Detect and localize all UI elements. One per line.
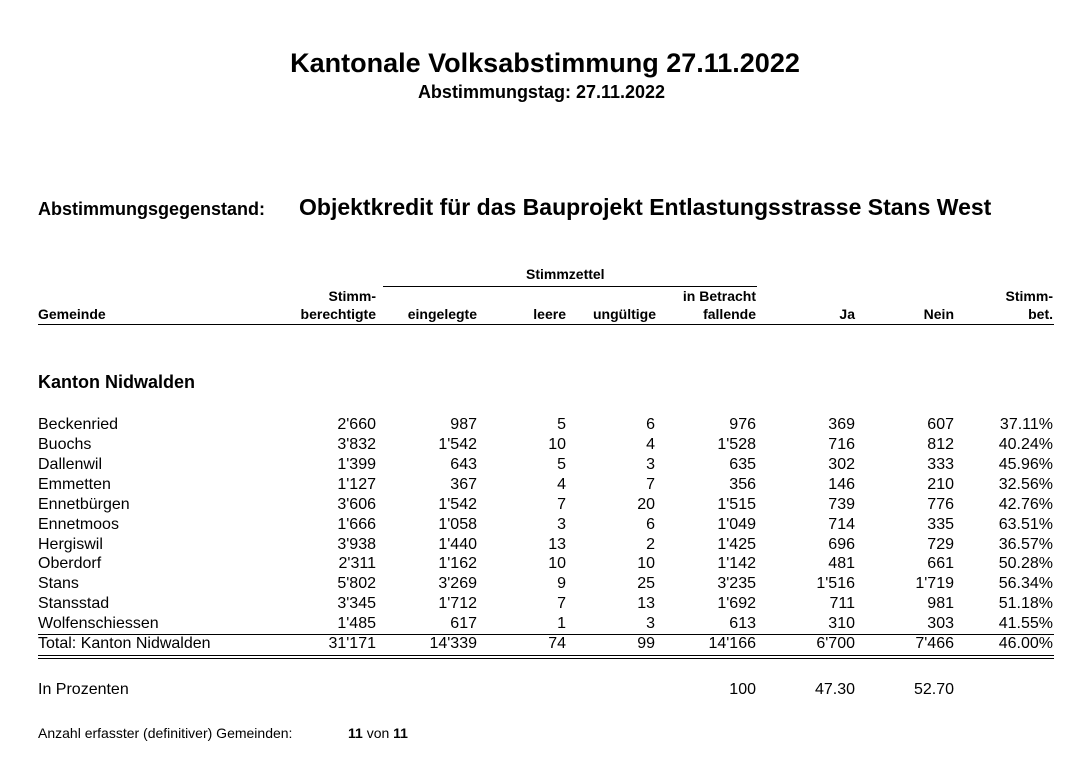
cell-ungueltige: 10 bbox=[637, 555, 655, 572]
total-row bbox=[0, 635, 1090, 655]
cell-nein: 812 bbox=[927, 436, 954, 453]
header-betracht-1: in Betracht bbox=[682, 288, 756, 304]
cell-ja: 1'516 bbox=[816, 575, 855, 592]
percent-label: In Prozenten bbox=[38, 681, 129, 698]
cell-nein: 776 bbox=[927, 496, 954, 513]
cell-ungueltige: 3 bbox=[646, 456, 655, 473]
gemeinde-name: Stansstad bbox=[38, 595, 110, 612]
cell-berechtigte: 3'606 bbox=[337, 496, 376, 513]
cell-ja: 711 bbox=[829, 595, 855, 612]
percent-nein: 52.70 bbox=[913, 681, 954, 698]
cell-nein: 607 bbox=[927, 416, 954, 433]
cell-nein: 303 bbox=[927, 615, 954, 632]
footer-total: 11 bbox=[393, 725, 408, 741]
cell-ungueltige: 7 bbox=[646, 476, 655, 493]
table-row bbox=[0, 436, 1090, 456]
cell-eingelegte: 643 bbox=[450, 456, 477, 473]
gemeinde-name: Oberdorf bbox=[38, 555, 102, 572]
total-ja: 6'700 bbox=[816, 635, 855, 652]
cell-ja: 310 bbox=[828, 615, 855, 632]
cell-berechtigte: 1'485 bbox=[337, 615, 376, 632]
cell-leere: 1 bbox=[557, 615, 566, 632]
cell-leere: 7 bbox=[557, 595, 566, 612]
cell-eingelegte: 1'542 bbox=[438, 436, 477, 453]
cell-eingelegte: 1'058 bbox=[438, 516, 477, 533]
cell-beteiligung: 36.57% bbox=[998, 536, 1053, 553]
cell-berechtigte: 1'127 bbox=[337, 476, 376, 493]
total-leere: 74 bbox=[548, 635, 566, 652]
cell-leere: 5 bbox=[557, 416, 566, 433]
percent-betracht: 100 bbox=[729, 681, 756, 698]
cell-betracht: 635 bbox=[729, 456, 756, 473]
cell-nein: 729 bbox=[927, 536, 954, 553]
header-eingelegte: eingelegte bbox=[407, 306, 477, 322]
cell-ungueltige: 4 bbox=[646, 436, 655, 453]
cell-berechtigte: 3'345 bbox=[337, 595, 376, 612]
cell-leere: 3 bbox=[557, 516, 566, 533]
gemeinde-name: Wolfenschiessen bbox=[38, 615, 159, 632]
subject-value: Objektkredit für das Bauprojekt Entlastungsstrasse Stans West bbox=[299, 194, 992, 220]
footer-count: 11 bbox=[348, 725, 363, 741]
cell-betracht: 1'142 bbox=[717, 555, 756, 572]
cell-betracht: 1'049 bbox=[717, 516, 756, 533]
cell-ungueltige: 20 bbox=[637, 496, 655, 513]
cell-leere: 7 bbox=[557, 496, 566, 513]
cell-berechtigte: 1'666 bbox=[337, 516, 376, 533]
cell-eingelegte: 3'269 bbox=[438, 575, 477, 592]
header-group-line bbox=[383, 286, 757, 287]
cell-ja: 369 bbox=[828, 416, 855, 433]
cell-beteiligung: 32.56% bbox=[998, 476, 1053, 493]
cell-beteiligung: 63.51% bbox=[998, 516, 1053, 533]
gemeinde-name: Emmetten bbox=[38, 476, 111, 493]
total-eingelegte: 14'339 bbox=[429, 635, 477, 652]
cell-leere: 10 bbox=[548, 555, 566, 572]
header-stimmbet-1: Stimm- bbox=[1005, 288, 1053, 304]
table-row bbox=[0, 536, 1090, 556]
footer-counts bbox=[348, 725, 408, 741]
cell-nein: 210 bbox=[927, 476, 954, 493]
cell-ja: 302 bbox=[828, 456, 855, 473]
cell-betracht: 3'235 bbox=[717, 575, 756, 592]
section-title: Kanton Nidwalden bbox=[38, 372, 195, 392]
cell-betracht: 356 bbox=[729, 476, 756, 493]
table-row bbox=[0, 416, 1090, 436]
cell-eingelegte: 367 bbox=[450, 476, 477, 493]
header-leere: leere bbox=[533, 306, 566, 322]
cell-beteiligung: 56.34% bbox=[998, 575, 1053, 592]
cell-berechtigte: 3'832 bbox=[337, 436, 376, 453]
cell-leere: 10 bbox=[548, 436, 566, 453]
cell-leere: 9 bbox=[557, 575, 566, 592]
cell-berechtigte: 5'802 bbox=[337, 575, 376, 592]
subject-label: Abstimmungsgegenstand: bbox=[38, 199, 266, 219]
footer-von: von bbox=[366, 725, 390, 741]
header-stimmberechtigte-2: berechtigte bbox=[300, 306, 376, 322]
table-row bbox=[0, 516, 1090, 536]
gemeinde-name: Beckenried bbox=[38, 416, 119, 433]
cell-ungueltige: 25 bbox=[637, 575, 655, 592]
header-gemeinde: Gemeinde bbox=[38, 306, 106, 322]
gemeinde-name: Dallenwil bbox=[38, 456, 103, 473]
total-ungueltige: 99 bbox=[637, 635, 655, 652]
table-row bbox=[0, 555, 1090, 575]
cell-betracht: 1'425 bbox=[717, 536, 756, 553]
header-rule bbox=[38, 324, 1054, 325]
cell-berechtigte: 2'311 bbox=[338, 555, 376, 572]
total-betracht: 14'166 bbox=[708, 635, 756, 652]
cell-beteiligung: 40.24% bbox=[998, 436, 1053, 453]
total-beteiligung: 46.00% bbox=[998, 635, 1053, 652]
cell-ja: 739 bbox=[828, 496, 855, 513]
vote-day: Abstimmungstag: 27.11.2022 bbox=[417, 82, 666, 102]
cell-eingelegte: 1'440 bbox=[438, 536, 477, 553]
gemeinde-name: Stans bbox=[38, 575, 79, 592]
gemeinde-name: Buochs bbox=[38, 436, 92, 453]
header-betracht-2: fallende bbox=[703, 306, 756, 322]
total-berechtigte: 31'171 bbox=[328, 635, 376, 652]
cell-ungueltige: 6 bbox=[646, 416, 655, 433]
cell-ungueltige: 3 bbox=[646, 615, 655, 632]
cell-betracht: 1'515 bbox=[717, 496, 756, 513]
gemeinde-name: Ennetmoos bbox=[38, 516, 119, 533]
cell-nein: 335 bbox=[927, 516, 954, 533]
cell-ungueltige: 13 bbox=[637, 595, 655, 612]
cell-ungueltige: 2 bbox=[646, 536, 655, 553]
table-row bbox=[0, 615, 1090, 635]
cell-betracht: 613 bbox=[729, 615, 756, 632]
cell-nein: 333 bbox=[927, 456, 954, 473]
cell-beteiligung: 42.76% bbox=[998, 496, 1053, 513]
header-stimmberechtigte-1: Stimm- bbox=[328, 288, 376, 304]
cell-leere: 4 bbox=[557, 476, 566, 493]
cell-eingelegte: 1'542 bbox=[438, 496, 477, 513]
table-row bbox=[0, 575, 1090, 595]
cell-ja: 716 bbox=[828, 436, 855, 453]
cell-eingelegte: 1'712 bbox=[438, 595, 477, 612]
cell-beteiligung: 51.18% bbox=[998, 595, 1053, 612]
page-title: Kantonale Volksabstimmung 27.11.2022 bbox=[290, 48, 800, 78]
cell-eingelegte: 617 bbox=[450, 615, 477, 632]
cell-berechtigte: 3'938 bbox=[337, 536, 376, 553]
header-stimmbet-2: bet. bbox=[1028, 306, 1053, 322]
cell-eingelegte: 987 bbox=[450, 416, 477, 433]
cell-berechtigte: 1'399 bbox=[337, 456, 376, 473]
table-row bbox=[0, 476, 1090, 496]
header-stimmzettel: Stimmzettel bbox=[526, 266, 605, 282]
cell-nein: 661 bbox=[927, 555, 954, 572]
cell-betracht: 1'528 bbox=[717, 436, 756, 453]
table-row bbox=[0, 595, 1090, 615]
cell-betracht: 1'692 bbox=[717, 595, 756, 612]
cell-beteiligung: 50.28% bbox=[998, 555, 1053, 572]
cell-ungueltige: 6 bbox=[646, 516, 655, 533]
cell-beteiligung: 37.11% bbox=[999, 416, 1053, 433]
total-double-rule-2 bbox=[38, 658, 1054, 659]
cell-leere: 5 bbox=[557, 456, 566, 473]
cell-beteiligung: 41.55% bbox=[998, 615, 1053, 632]
cell-ja: 714 bbox=[828, 516, 855, 533]
cell-ja: 696 bbox=[828, 536, 855, 553]
header-ja: Ja bbox=[839, 306, 855, 322]
table-row bbox=[0, 496, 1090, 516]
header-ungueltige: ungültige bbox=[593, 306, 656, 322]
footer-label: Anzahl erfasster (definitiver) Gemeinden: bbox=[38, 725, 293, 741]
cell-beteiligung: 45.96% bbox=[998, 456, 1053, 473]
percent-row bbox=[0, 681, 1090, 701]
header-nein: Nein bbox=[923, 306, 954, 322]
percent-ja: 47.30 bbox=[814, 681, 855, 698]
gemeinde-name: Hergiswil bbox=[38, 536, 103, 553]
cell-ja: 481 bbox=[828, 555, 855, 572]
cell-nein: 1'719 bbox=[915, 575, 954, 592]
table-row bbox=[0, 456, 1090, 476]
total-double-rule-1 bbox=[38, 655, 1054, 656]
total-name: Total: Kanton Nidwalden bbox=[38, 635, 211, 652]
cell-berechtigte: 2'660 bbox=[337, 416, 376, 433]
cell-betracht: 976 bbox=[729, 416, 756, 433]
gemeinde-name: Ennetbürgen bbox=[38, 496, 130, 513]
cell-eingelegte: 1'162 bbox=[438, 555, 477, 572]
cell-leere: 13 bbox=[548, 536, 566, 553]
cell-ja: 146 bbox=[828, 476, 855, 493]
total-nein: 7'466 bbox=[915, 635, 954, 652]
cell-nein: 981 bbox=[927, 595, 954, 612]
